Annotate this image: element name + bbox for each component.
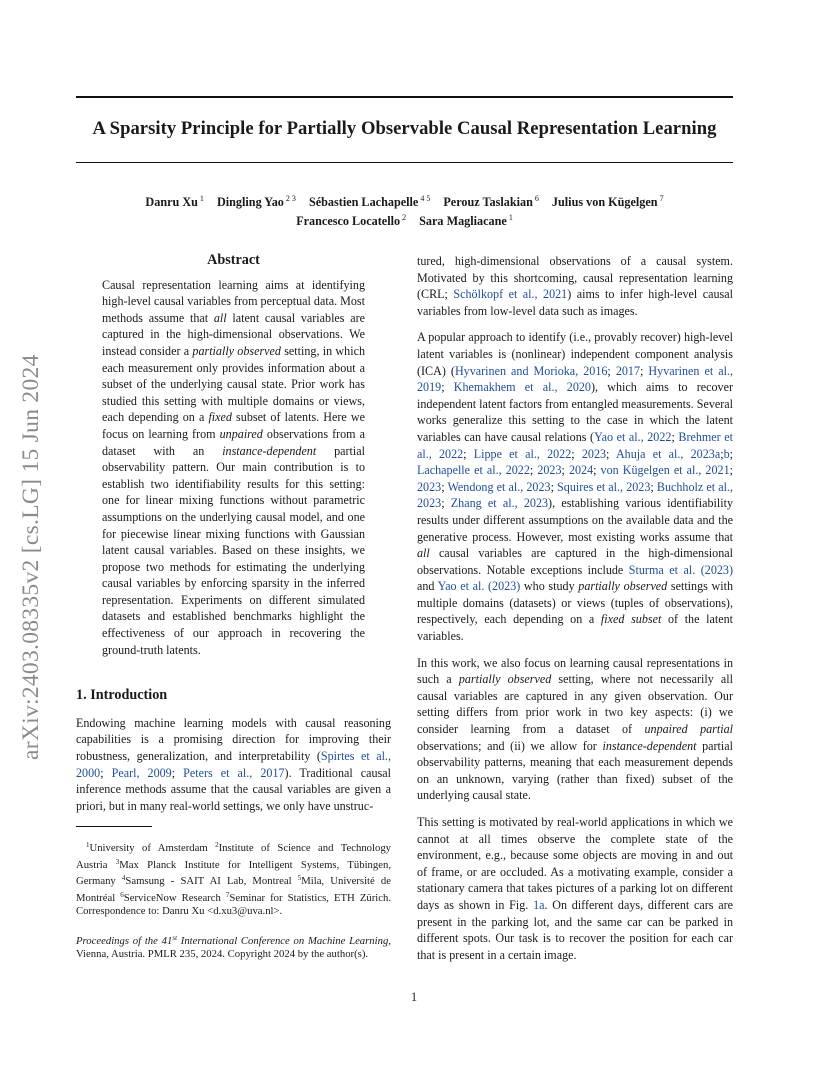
- section-heading-introduction: 1. Introduction: [76, 687, 168, 704]
- text-run: all: [417, 546, 430, 561]
- citation-link[interactable]: 1a: [533, 897, 545, 912]
- citation-link[interactable]: 2023: [537, 463, 562, 478]
- citation-link[interactable]: Buchholz et al., 2023: [417, 479, 733, 511]
- author: Julius von Kügelgen $^7$: [551, 194, 664, 209]
- body-paragraph: [417, 655, 733, 804]
- text-run: latent causal variables are captured in the high-dimensional observations. We instead consider a: [102, 310, 365, 358]
- text-run: A popular approach to identify (i.e., provably recover) high-level latent variables is (nonlinear) independent component analysis (ICA) (: [417, 330, 733, 378]
- text-run: ;: [640, 363, 649, 378]
- citation-link[interactable]: Lippe et al., 2022: [473, 446, 572, 461]
- text-run: ;: [529, 463, 538, 478]
- citation-link[interactable]: Schölkopf et al., 2021: [453, 287, 568, 302]
- text-run: and: [417, 579, 438, 594]
- author-line-1: [76, 191, 733, 210]
- text-run: ;: [441, 496, 451, 511]
- text-run: Samsung - SAIT AI Lab, Montreal: [125, 875, 298, 888]
- citation-link[interactable]: 2023: [417, 479, 442, 494]
- text-run: ;: [607, 363, 616, 378]
- citation-link[interactable]: Yao et al. (2023): [437, 579, 521, 594]
- citation-link[interactable]: Yao et al., 2022: [594, 429, 672, 444]
- arxiv-stamp: arXiv:2403.08335v2 [cs.LG] 15 Jun 2024: [18, 354, 44, 760]
- affiliations-footnote: [76, 839, 391, 919]
- paper-title: A Sparsity Principle for Partially Observable Causal Representation Learning: [92, 118, 717, 139]
- text-run: causal variables are captured in the high-dimensional observations. Notable exceptions include: [417, 546, 733, 577]
- text-run: setting, in which each measurement only provides information about a subset of the underlying causal state. Prior work has studied this setting with multiple domains or views, each depending on a: [102, 343, 365, 425]
- abstract-text: [102, 277, 365, 659]
- text-run: ), establishing various identifiability results under different assumptions on the available data and the generative process. However, most existing works assume that: [417, 496, 733, 544]
- text-run: ;: [441, 380, 454, 395]
- text-run: 7: [225, 890, 230, 899]
- text-run: 3: [115, 857, 120, 866]
- text-run: International Conference on Machine Learning: [177, 934, 389, 947]
- text-run: ;: [100, 765, 112, 780]
- footnote-rule: [76, 826, 152, 827]
- text-run: Proceedings of the: [76, 934, 162, 947]
- text-run: University of Amsterdam: [89, 842, 216, 855]
- text-run: 4: [121, 874, 126, 883]
- citation-link[interactable]: Sturma et al. (2023): [628, 562, 733, 577]
- author: Danru Xu $^1$: [145, 194, 204, 209]
- citation-link[interactable]: Squires et al., 2023: [557, 479, 651, 494]
- intro-paragraph: [76, 715, 391, 815]
- citation-link[interactable]: Khemakhem et al., 2020: [453, 380, 591, 395]
- text-run: subset of latents. Here we focus on learning from: [102, 410, 365, 441]
- text-run: Causal representation learning aims at identifying high-level causal variables from perceptual data. Most methods assume that: [102, 277, 365, 325]
- citation-link[interactable]: von Kügelgen et al., 2021: [600, 463, 730, 478]
- citation-link[interactable]: Zhang et al., 2023: [450, 496, 549, 511]
- text-run: ;: [593, 463, 601, 478]
- text-run: In this work, we also focus on learning causal representations in such a: [417, 655, 733, 687]
- right-column: [417, 253, 733, 973]
- citation-link[interactable]: Peters et al., 2017: [183, 765, 285, 780]
- text-run: , Vienna, Austria. PMLR 235, 2024. Copyright 2024 by the author(s).: [76, 934, 391, 961]
- text-run: fixed: [208, 410, 232, 425]
- text-run: unpaired partial: [644, 722, 734, 737]
- text-run: instance-dependent: [602, 738, 697, 753]
- left-column: [76, 252, 391, 962]
- text-run: ;: [606, 446, 616, 461]
- author: Sara Magliacane $^1$: [419, 213, 513, 228]
- text-run: Seminar for Statistics, ETH Zürich. Correspondence to: Danru Xu <d.xu3@uva.nl>.: [76, 891, 392, 918]
- text-run: 41: [161, 934, 173, 947]
- citation-link[interactable]: Spirtes et al., 2000: [76, 749, 391, 780]
- citation-link[interactable]: b: [723, 446, 730, 461]
- text-run: who study: [520, 579, 579, 594]
- citation-link[interactable]: 2017: [615, 363, 641, 378]
- body-paragraph: [417, 814, 733, 963]
- text-run: settings with multiple domains (datasets) or views (tuples of observations), respectively, each depending on a: [417, 579, 733, 627]
- text-run: ServiceNow Research: [123, 891, 226, 904]
- author: Francesco Locatello $^2$: [296, 213, 407, 228]
- text-run: ;: [671, 429, 679, 444]
- citation-link[interactable]: Hyvarinen et al., 2019: [417, 363, 734, 395]
- text-run: ) aims to infer high-level causal variables from low-level data such as images.: [417, 287, 733, 318]
- author-line-2: [76, 210, 733, 229]
- citation-link[interactable]: 2023: [581, 446, 607, 461]
- text-run: all: [213, 310, 227, 325]
- citation-link[interactable]: Ahuja et al., 2023a: [615, 446, 721, 461]
- text-run: partial observability pattern. Our main contribution is to establish two identifiability results for this setting: one for linear mixing functions without parametric assumptions on the underlying causal model, and one for piecewise linear mixing functions with Gaussian latent causal variables. Based on these insights, we propose two methods for estimating the underlying causal variables by enforcing sparsity in the inferred representation. Experiments on different simulated datasets and established benchmarks highlight the effectiveness of our approach in recovering the ground-truth latents.: [102, 443, 366, 657]
- author: Dingling Yao $^{2 3}$: [216, 194, 296, 209]
- text-run: ;: [571, 446, 582, 461]
- author: Sébastien Lachapelle $^{4 5}$: [308, 194, 431, 209]
- text-run: ;: [561, 463, 569, 478]
- text-run: tured, high-dimensional observations of a causal system. Motivated by this shortcoming, causal representation learning (CRL;: [417, 254, 733, 302]
- abstract-heading: Abstract: [207, 252, 260, 268]
- text-run: ). Traditional causal inference methods assume that the causal variables are given a priori, but in many real-world settings, we only have unstruc-: [76, 765, 391, 813]
- citation-link[interactable]: Hyvarinen and Morioka, 2016: [454, 363, 608, 378]
- author: Perouz Taslakian $^6$: [443, 194, 539, 209]
- citation-link[interactable]: Wendong et al., 2023: [447, 479, 551, 494]
- text-run: of the latent variables.: [417, 612, 733, 644]
- text-run: Institute of Science and Technology Austria: [76, 842, 392, 871]
- text-run: 6: [120, 890, 124, 899]
- text-run: partially observed: [192, 343, 281, 358]
- text-run: ;: [550, 479, 558, 494]
- text-run: partially observed: [578, 579, 668, 594]
- text-run: . On different days, different cars are present in the parking lot, and the same car can be parked in different spots. Our task is to recover the position for each car that is present in a certain image.: [417, 897, 733, 962]
- text-run: partial observability patterns, meaning that each measurement depends on an unknown, varying (rather than fixed) subset of the underlying causal state.: [417, 738, 733, 803]
- proceedings-note: [76, 932, 391, 962]
- title-rule-top: [76, 96, 733, 98]
- author-list: [76, 191, 733, 229]
- text-run: observations; and (ii) we allow for: [417, 738, 603, 753]
- text-run: ;: [729, 463, 733, 478]
- text-run: 1: [86, 841, 90, 850]
- text-run: st: [172, 933, 178, 942]
- text-run: partially observed: [458, 672, 552, 687]
- text-run: ;: [650, 479, 657, 494]
- text-run: 2: [215, 841, 219, 850]
- text-run: unpaired: [219, 426, 263, 441]
- text-run: Max Planck Institute for Intelligent Systems, Tübingen, Germany: [76, 858, 391, 888]
- text-run: ;: [720, 446, 724, 461]
- text-run: ), which aims to recover independent latent factors from entangled measurements. Several works generalize this setting to the case in which the latent variables can have causal relations (: [417, 380, 733, 444]
- text-run: This setting is motivated by real-world applications in which we cannot at all times observe the complete state of the environment, e.g., because some objects are moving in and out of frame, or are occluded. As a motivating example, consider a stationary camera that takes pictures of a parking lot on different days as shown in Fig.: [417, 815, 733, 912]
- text-run: Mila, Université de Montréal: [76, 875, 392, 904]
- text-run: ;: [171, 765, 184, 780]
- text-run: observations from a dataset with an: [102, 426, 366, 458]
- body-paragraph: [417, 253, 733, 319]
- body-paragraph: [417, 329, 733, 644]
- text-run: fixed subset: [600, 612, 662, 627]
- text-run: setting, where not necessarily all causal variables are captured in any given observation. Our setting differs from prior work in two key aspects: (i) we consider learning from a dataset of: [417, 672, 734, 737]
- citation-link[interactable]: 2024: [568, 463, 594, 478]
- page-number: 1: [410, 990, 418, 1004]
- text-run: instance-dependent: [222, 443, 317, 458]
- citation-link[interactable]: Lachapelle et al., 2022: [417, 463, 530, 478]
- text-run: ;: [729, 446, 733, 461]
- text-run: 5: [297, 874, 302, 883]
- text-run: ;: [441, 479, 448, 494]
- text-run: Endowing machine learning models with causal reasoning capabilities is a promising direction for improving their robustness, generalization, and interpretability (: [76, 715, 391, 764]
- text-run: ;: [463, 446, 474, 461]
- title-rule-bottom: [76, 162, 733, 163]
- citation-link[interactable]: Brehmer et al., 2022: [417, 429, 734, 461]
- citation-link[interactable]: Pearl, 2009: [111, 765, 172, 780]
